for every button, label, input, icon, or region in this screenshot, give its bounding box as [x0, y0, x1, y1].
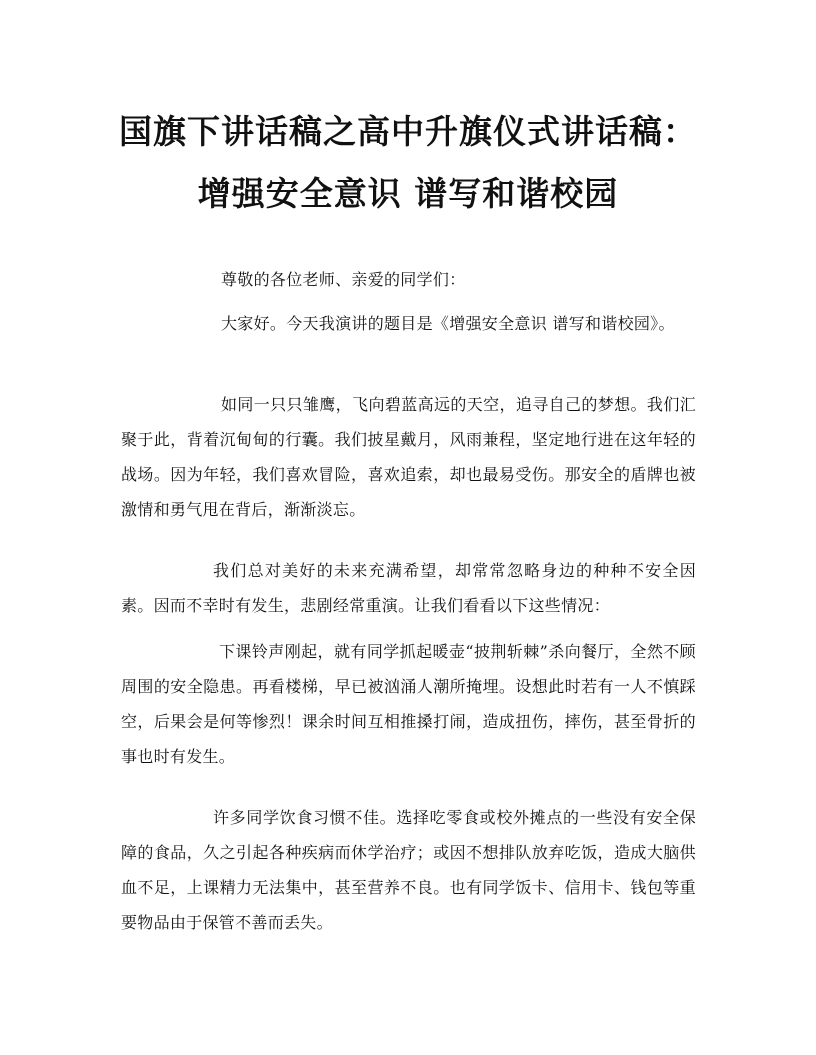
paragraph-eaglets: 如同一只只雏鹰，飞向碧蓝高远的天空，追寻自己的梦想。我们汇聚于此，背着沉甸甸的行囊。我们披星戴月，风雨兼程，坚定地行进在这年轻的战场。因为年轻，我们喜欢冒险，喜欢追索，却也最易受伤。那安全的盾牌也被激情和勇气甩在背后，渐渐淡忘。 [121, 395, 696, 519]
document-title-line-1: 国旗下讲话稿之高中升旗仪式讲话稿： [119, 112, 697, 151]
paragraph-dismissal: 下课铃声刚起，就有同学抓起暖壶“披荆斩棘”杀向餐厅，全然不顾周围的安全隐患。再看楼梯，早已被汹涌人潮所掩埋。设想此时若有一人不慎踩空，后果会是何等惨烈！课余时间互相推搡打闹，造成扭伤，摔伤，甚至骨折的事也时有发生。 [121, 642, 696, 766]
paragraph-intro: 大家好。今天我演讲的题目是《增强安全意识 谱写和谐校园》。 [221, 314, 675, 333]
paragraph-hazards: 我们总对美好的未来充满希望，却常常忽略身边的种种不安全因素。因而不幸时有发生，悲剧经常重演。让我们看看以下这些情况： [121, 561, 696, 615]
document-title-line-2: 增强安全意识 谱写和谐校园 [197, 174, 619, 213]
paragraph-diet: 许多同学饮食习惯不佳。选择吃零食或校外摊点的一些没有安全保障的食品，久之引起各种疾病而休学治疗；或因不想排队放弃吃饭，造成大脑供血不足，上课精力无法集中，甚至营养不良。也有同学饭卡、信用卡、钱包等重要物品由于保管不善而丢失。 [121, 808, 696, 932]
paragraph-greeting: 尊敬的各位老师、亲爱的同学们： [221, 270, 466, 289]
